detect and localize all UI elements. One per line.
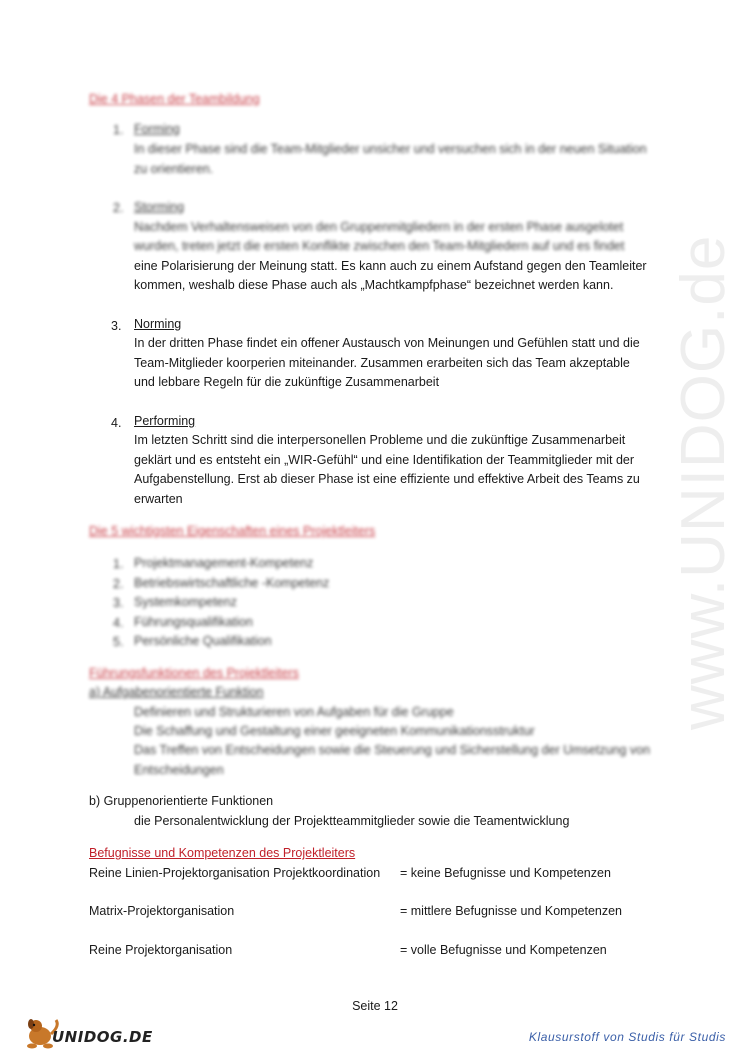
- sub-b-line: die Personalentwicklung der Projektteammitglieder sowie die Teamentwicklung: [134, 814, 570, 828]
- phase-4-line: erwarten: [134, 492, 183, 506]
- property-item: Betriebswirtschaftliche -Kompetenz: [134, 576, 330, 590]
- competence-value: = keine Befugnisse und Kompetenzen: [400, 866, 611, 880]
- sub-a-title: a) Aufgabenorientierte Funktion: [89, 685, 264, 699]
- competence-label: Reine Linien-Projektorganisation Projektkoordination: [89, 866, 381, 880]
- phase-2-title: Storming: [134, 200, 185, 214]
- page-number: Seite 12: [352, 999, 398, 1013]
- property-number: 1.: [113, 557, 124, 571]
- competence-label: Matrix-Projektorganisation: [89, 904, 235, 918]
- competence-value: = mittlere Befugnisse und Kompetenzen: [400, 904, 623, 918]
- phase-4-title: Performing: [134, 414, 196, 428]
- property-item: Projektmanagement-Kompetenz: [134, 556, 314, 570]
- phase-2-line: wurden, treten jetzt die ersten Konflikte zwischen den Team-Mitgliedern auf und es findet: [134, 239, 625, 253]
- heading-leadership: Führungsfunktionen des Projektleiters: [89, 666, 299, 680]
- property-number: 3.: [113, 596, 124, 610]
- property-number: 5.: [113, 635, 124, 649]
- phase-4-line: Aufgabenstellung. Erst ab dieser Phase ist eine effiziente und effektive Arbeit des Teams zu: [134, 472, 640, 486]
- property-item: Persönliche Qualifikation: [134, 634, 272, 648]
- footer-tagline: Klausurstoff von Studis für Studis: [528, 1030, 726, 1044]
- phase-3-title: Norming: [134, 317, 182, 331]
- phase-1-title: Forming: [134, 122, 180, 136]
- phase-3-line: und lebbare Regeln für die zukünftige Zusammenarbeit: [134, 375, 440, 389]
- phase-2-number: 2.: [113, 201, 124, 215]
- sub-a-line: Definieren und Strukturieren von Aufgaben für die Gruppe: [134, 705, 454, 719]
- watermark: www.UNIDOG.de: [669, 234, 738, 730]
- sub-b-title: b) Gruppenorientierte Funktionen: [89, 794, 274, 808]
- phase-4-number: 4.: [111, 416, 122, 430]
- sub-a-line: Entscheidungen: [134, 763, 224, 777]
- heading-phases: Die 4 Phasen der Teambildung: [89, 92, 260, 106]
- property-item: Systemkompetenz: [134, 595, 237, 609]
- phase-4-line: geklärt und es entsteht ein „WIR-Gefühl“ und eine Identifikation der Teammitglieder mit der: [134, 453, 635, 467]
- property-number: 2.: [113, 577, 124, 591]
- phase-1-line: In dieser Phase sind die Team-Mitglieder unsicher und versuchen sich in der neuen Situation: [134, 142, 647, 156]
- phase-3-line: In der dritten Phase findet ein offener Austausch von Meinungen und Gefühlen statt und die: [134, 336, 640, 350]
- sub-a-line: Das Treffen von Entscheidungen sowie die Steuerung und Sicherstellung der Umsetzung von: [134, 743, 651, 757]
- phase-2-line: kommen, weshalb diese Phase auch als „Machtkampfphase“ bezeichnet werden kann.: [134, 278, 614, 292]
- phase-2-line: eine Polarisierung der Meinung statt. Es kann auch zu einem Aufstand gegen den Teamleiter: [134, 259, 647, 273]
- competence-label: Reine Projektorganisation: [89, 943, 233, 957]
- property-item: Führungsqualifikation: [134, 615, 253, 629]
- property-number: 4.: [113, 616, 124, 630]
- competence-value: = volle Befugnisse und Kompetenzen: [400, 943, 607, 957]
- logo-text: UNIDOG.DE: [52, 1028, 153, 1046]
- heading-properties: Die 5 wichtigsten Eigenschaften eines Projektleiters: [89, 524, 376, 538]
- heading-competences: Befugnisse und Kompetenzen des Projektleiters: [89, 846, 356, 860]
- sub-a-line: Die Schaffung und Gestaltung einer geeigneten Kommunikationsstruktur: [134, 724, 535, 738]
- phase-3-number: 3.: [111, 319, 122, 333]
- phase-4-line: Im letzten Schritt sind die interpersonellen Probleme und die zukünftige Zusammenarbeit: [134, 433, 626, 447]
- phase-1-number: 1.: [113, 123, 124, 137]
- phase-1-line: zu orientieren.: [134, 162, 214, 176]
- phase-2-line: Nachdem Verhaltensweisen von den Gruppenmitgliedern in der ersten Phase ausgelotet: [134, 220, 624, 234]
- phase-3-line: Team-Mitglieder koorperien miteinander. Zusammen erarbeiten sich das Team akzeptable: [134, 356, 630, 370]
